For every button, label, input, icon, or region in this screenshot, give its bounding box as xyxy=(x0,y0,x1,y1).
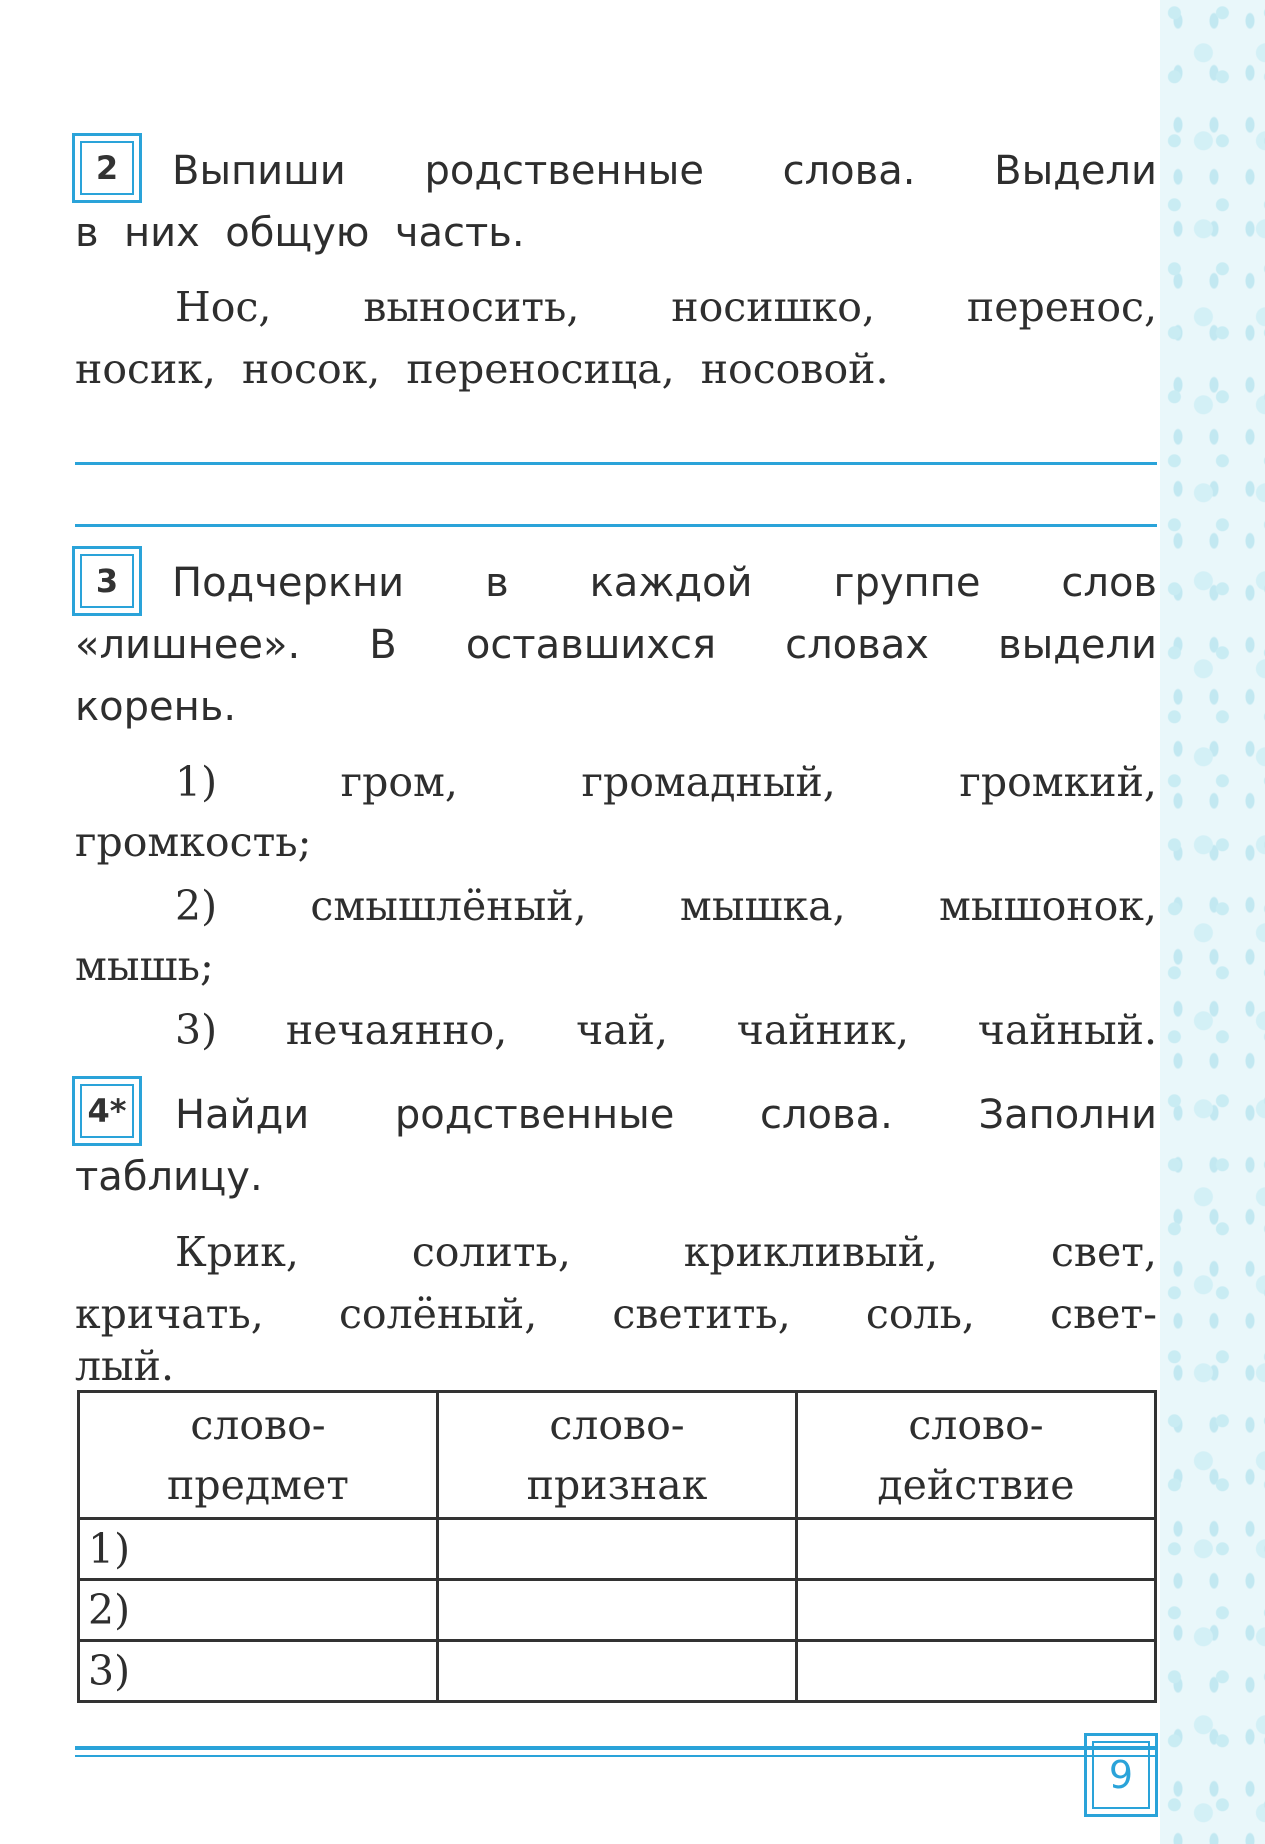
task-3-group-1-line-1: 1) гром, громадный, громкий, xyxy=(175,758,1157,806)
table-header-row xyxy=(79,1392,1156,1519)
table-row xyxy=(79,1519,1156,1580)
task-4-instruction-line-2: таблицу. xyxy=(75,1154,263,1200)
decorative-border xyxy=(1160,0,1265,1844)
page-number-box xyxy=(1084,1733,1158,1817)
table-cell[interactable]: 2) xyxy=(79,1580,438,1641)
task-2-number-box xyxy=(72,133,142,203)
task-3-instruction-line-1: Подчеркни в каждой группе слов xyxy=(172,560,1157,606)
task-4-words-line-3: лый. xyxy=(75,1342,175,1390)
header-verb: слово- действие xyxy=(797,1392,1156,1519)
task-4-number: 4* xyxy=(80,1084,134,1138)
page-number: 9 xyxy=(1092,1741,1150,1809)
task-3-instruction-line-2: «лишнее». В оставшихся словах выдели xyxy=(75,622,1157,668)
task-3-instruction-line-3: корень. xyxy=(75,684,237,730)
task-3-group-3-line-1: 3) нечаянно, чай, чайник, чайный. xyxy=(175,1006,1157,1054)
footer-rule-1 xyxy=(75,1746,1157,1750)
table-cell[interactable] xyxy=(438,1580,797,1641)
header-adjective: слово- признак xyxy=(438,1392,797,1519)
footer-rule-2 xyxy=(75,1755,1157,1757)
task-4-words-line-2: кричать, солёный, светить, соль, свет- xyxy=(75,1290,1157,1338)
task-4-number-box xyxy=(72,1076,142,1146)
table-row xyxy=(79,1580,1156,1641)
table-row xyxy=(79,1641,1156,1702)
task-2-instruction-line-2: в них общую часть. xyxy=(75,210,525,256)
table-cell[interactable] xyxy=(438,1519,797,1580)
answer-line-2[interactable] xyxy=(75,524,1157,527)
task-2-words-line-1: Нос, выносить, носишко, перенос, xyxy=(175,283,1157,331)
table-cell[interactable] xyxy=(797,1519,1156,1580)
task-3-group-2-line-1: 2) смышлёный, мышка, мышонок, xyxy=(175,882,1157,930)
task-2-instruction-line-1: Выпиши родственные слова. Выдели xyxy=(172,148,1157,194)
task-2-words-line-2: носик, носок, переносица, носовой. xyxy=(75,345,889,393)
task-3-number: 3 xyxy=(80,554,134,608)
task-3-group-1-line-2: громкость; xyxy=(75,818,312,866)
answer-line-1[interactable] xyxy=(75,462,1157,465)
table-cell[interactable] xyxy=(438,1641,797,1702)
header-noun: слово- предмет xyxy=(79,1392,438,1519)
task-3-number-box xyxy=(72,546,142,616)
task-4-instruction-line-1: Найди родственные слова. Заполни xyxy=(175,1092,1157,1138)
task-4-words-line-1: Крик, солить, крикливый, свет, xyxy=(175,1228,1157,1276)
table-cell[interactable] xyxy=(797,1641,1156,1702)
task-3-group-2-line-2: мышь; xyxy=(75,942,214,990)
word-classification-table xyxy=(77,1390,1157,1703)
task-2-number: 2 xyxy=(80,141,134,195)
table-cell[interactable]: 3) xyxy=(79,1641,438,1702)
table-cell[interactable]: 1) xyxy=(79,1519,438,1580)
table-cell[interactable] xyxy=(797,1580,1156,1641)
